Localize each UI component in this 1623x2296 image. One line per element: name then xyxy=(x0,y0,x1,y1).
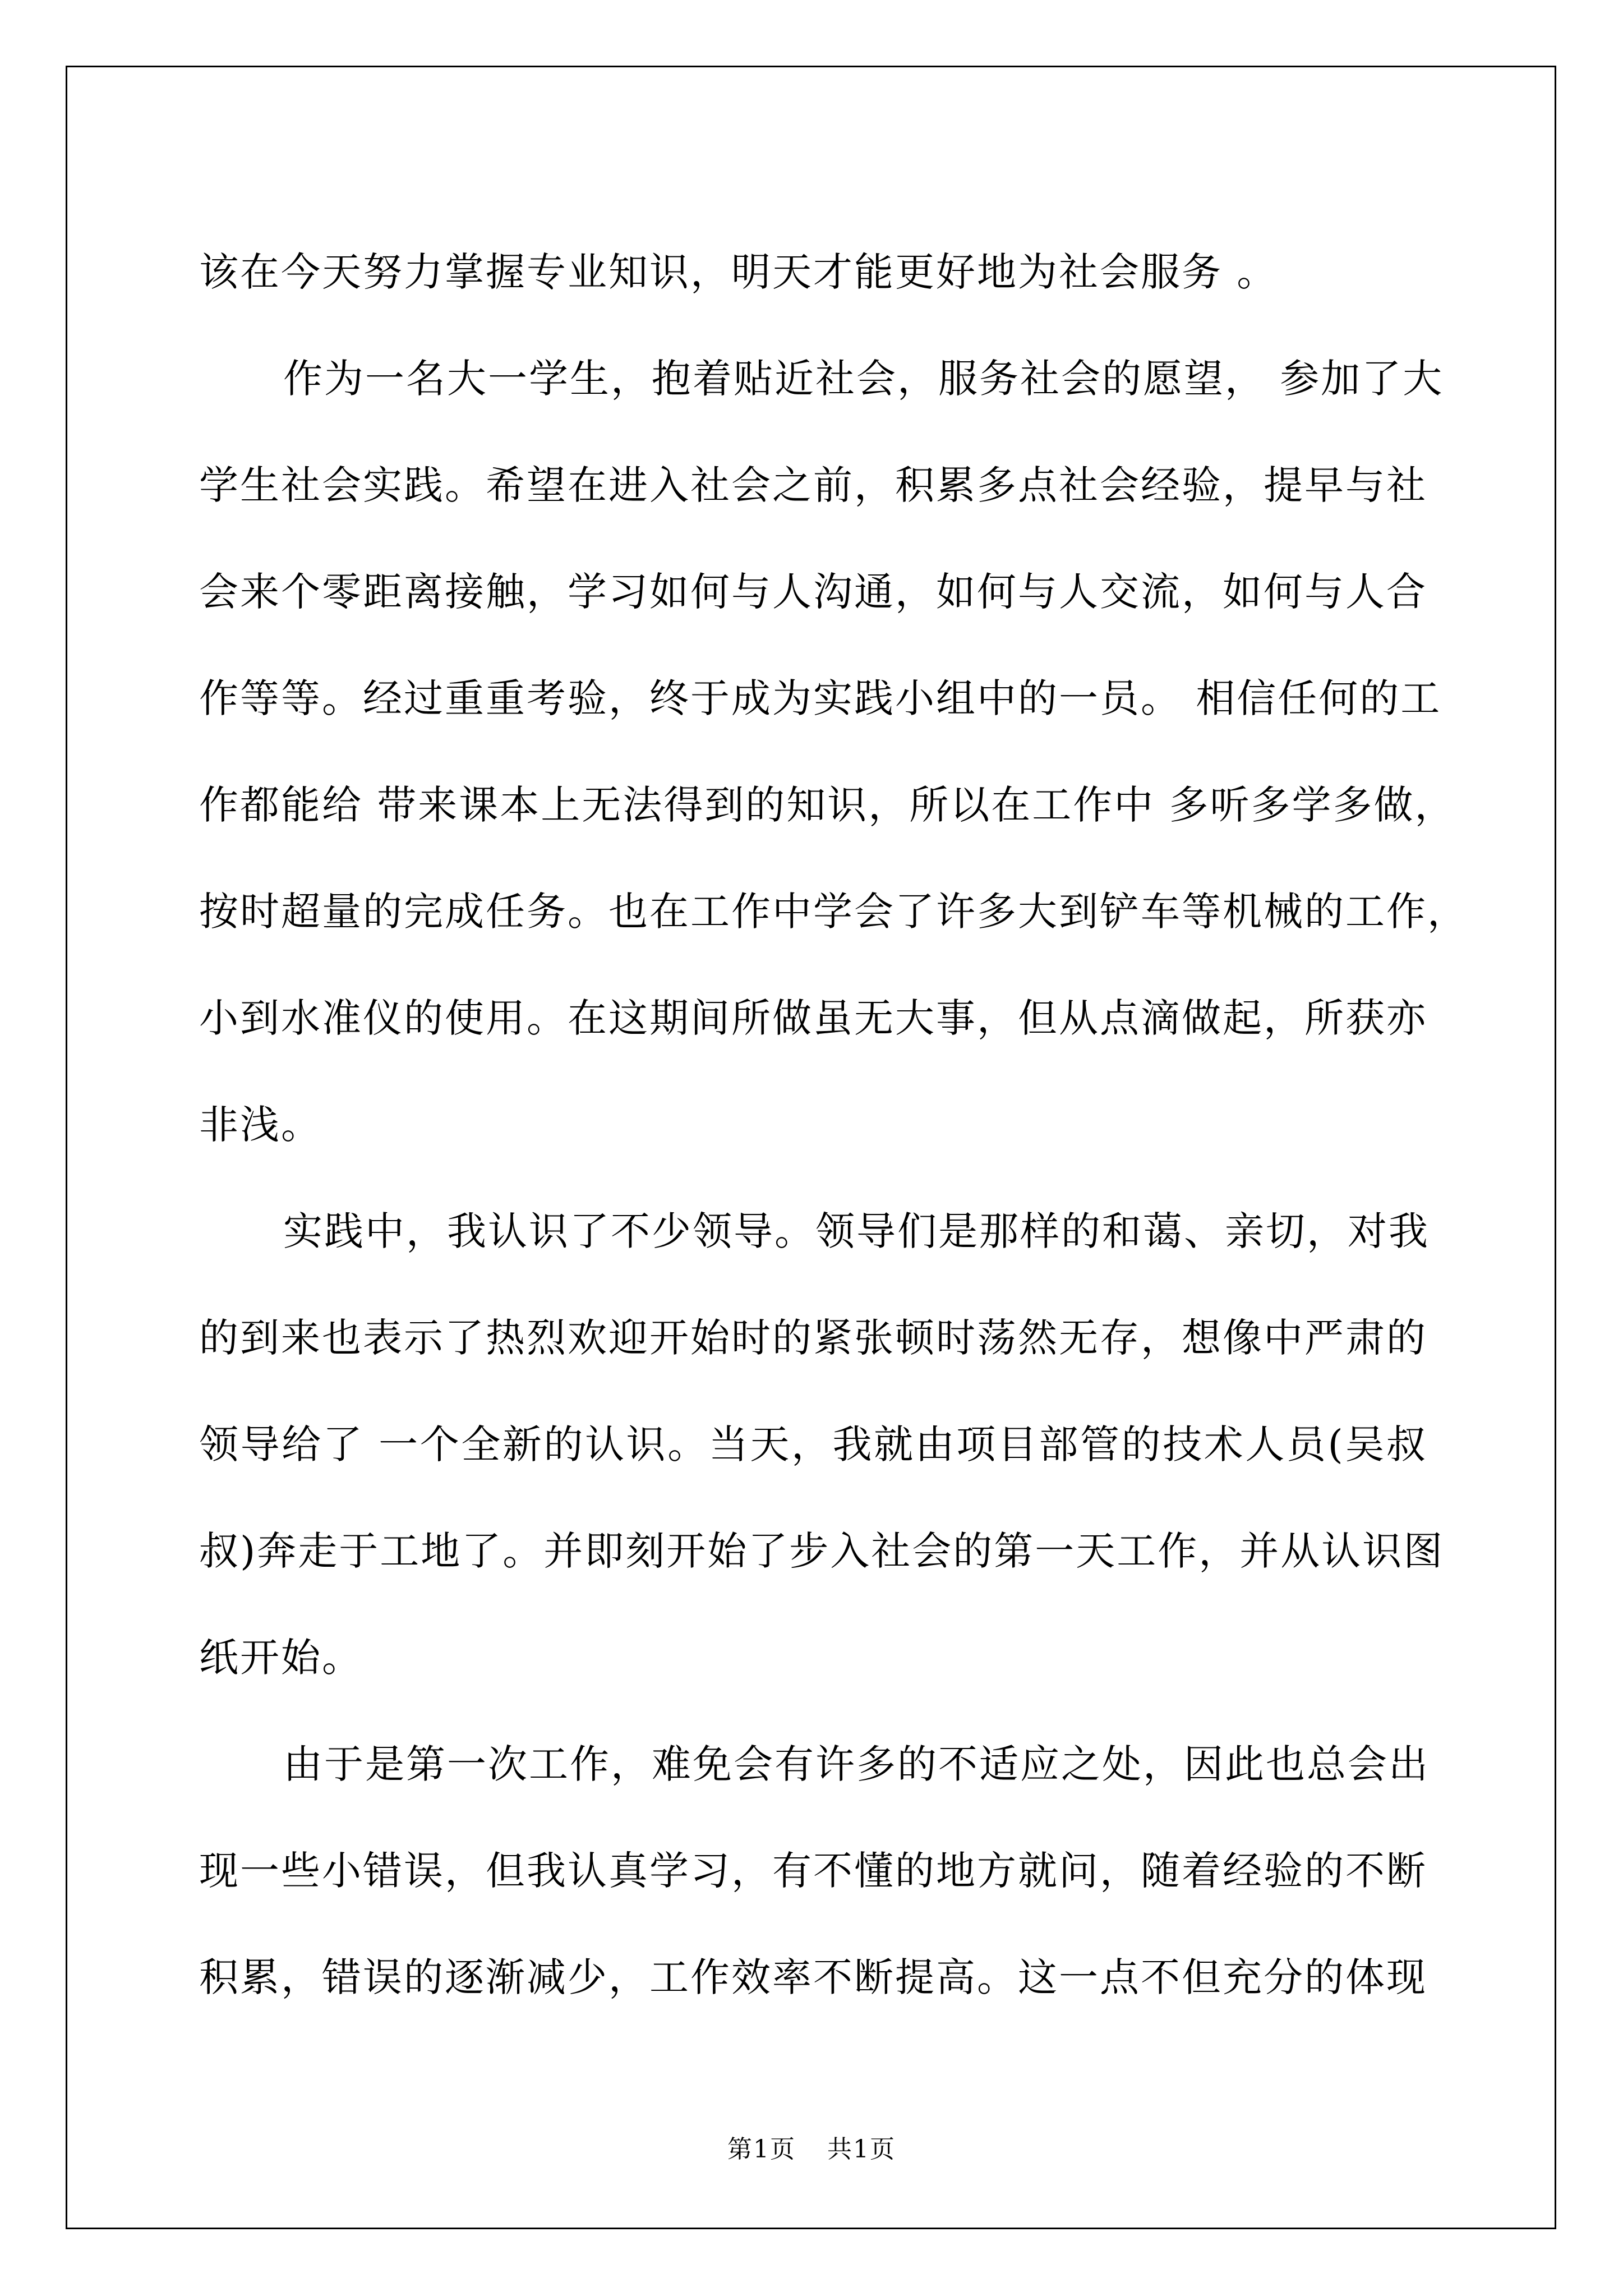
text-line: 由于是第一次工作，难免会有许多的不适应之处，因此也总会出 xyxy=(283,1741,1430,1787)
text-line: 积累，错误的逐渐减少，工作效率不断提高。这一点不但充分的体现 xyxy=(199,1954,1427,2000)
page-footer xyxy=(0,2129,1623,2165)
text-line: 纸开始。 xyxy=(199,1635,363,1681)
text-line: 领导给了 一个全新的认识。当天，我就由项目部管的技术人员(吴叔 xyxy=(199,1421,1427,1467)
text-line: 作为一名大一学生，抱着贴近社会，服务社会的愿望， 参加了大 xyxy=(283,356,1444,402)
page-number: 第1页 xyxy=(727,2135,796,2164)
text-line: 实践中，我认识了不少领导。领导们是那样的和蔼、亲切，对我 xyxy=(283,1208,1430,1254)
text-line: 的到来也表示了热烈欢迎开始时的紧张顿时荡然无存，想像中严肃的 xyxy=(199,1315,1427,1361)
text-line: 学生社会实践。希望在进入社会之前，积累多点社会经验，提早与社 xyxy=(199,462,1427,508)
text-line: 非浅。 xyxy=(199,1102,322,1148)
text-line: 按时超量的完成任务。也在工作中学会了许多大到铲车等机械的工作， xyxy=(199,889,1468,935)
document-body xyxy=(199,219,1468,2031)
text-line: 小到水准仪的使用。在这期间所做虽无大事，但从点滴做起，所获亦 xyxy=(199,995,1427,1041)
text-line: 作都能给 带来课本上无法得到的知识，所以在工作中 多听多学多做， xyxy=(199,782,1456,828)
text-line: 作等等。经过重重考验，终于成为实践小组中的一员。 相信任何的工 xyxy=(199,675,1442,721)
text-line: 会来个零距离接触，学习如何与人沟通，如何与人交流，如何与人合 xyxy=(199,569,1427,615)
page-total: 共1页 xyxy=(827,2135,896,2164)
text-line: 现一些小错误，但我认真学习，有不懂的地方就问，随着经验的不断 xyxy=(199,1848,1427,1894)
text-line: 叔)奔走于工地了。并即刻开始了步入社会的第一天工作，并从认识图 xyxy=(199,1528,1445,1574)
text-line: 该在今天努力掌握专业知识，明天才能更好地为社会服务 。 xyxy=(199,249,1278,295)
